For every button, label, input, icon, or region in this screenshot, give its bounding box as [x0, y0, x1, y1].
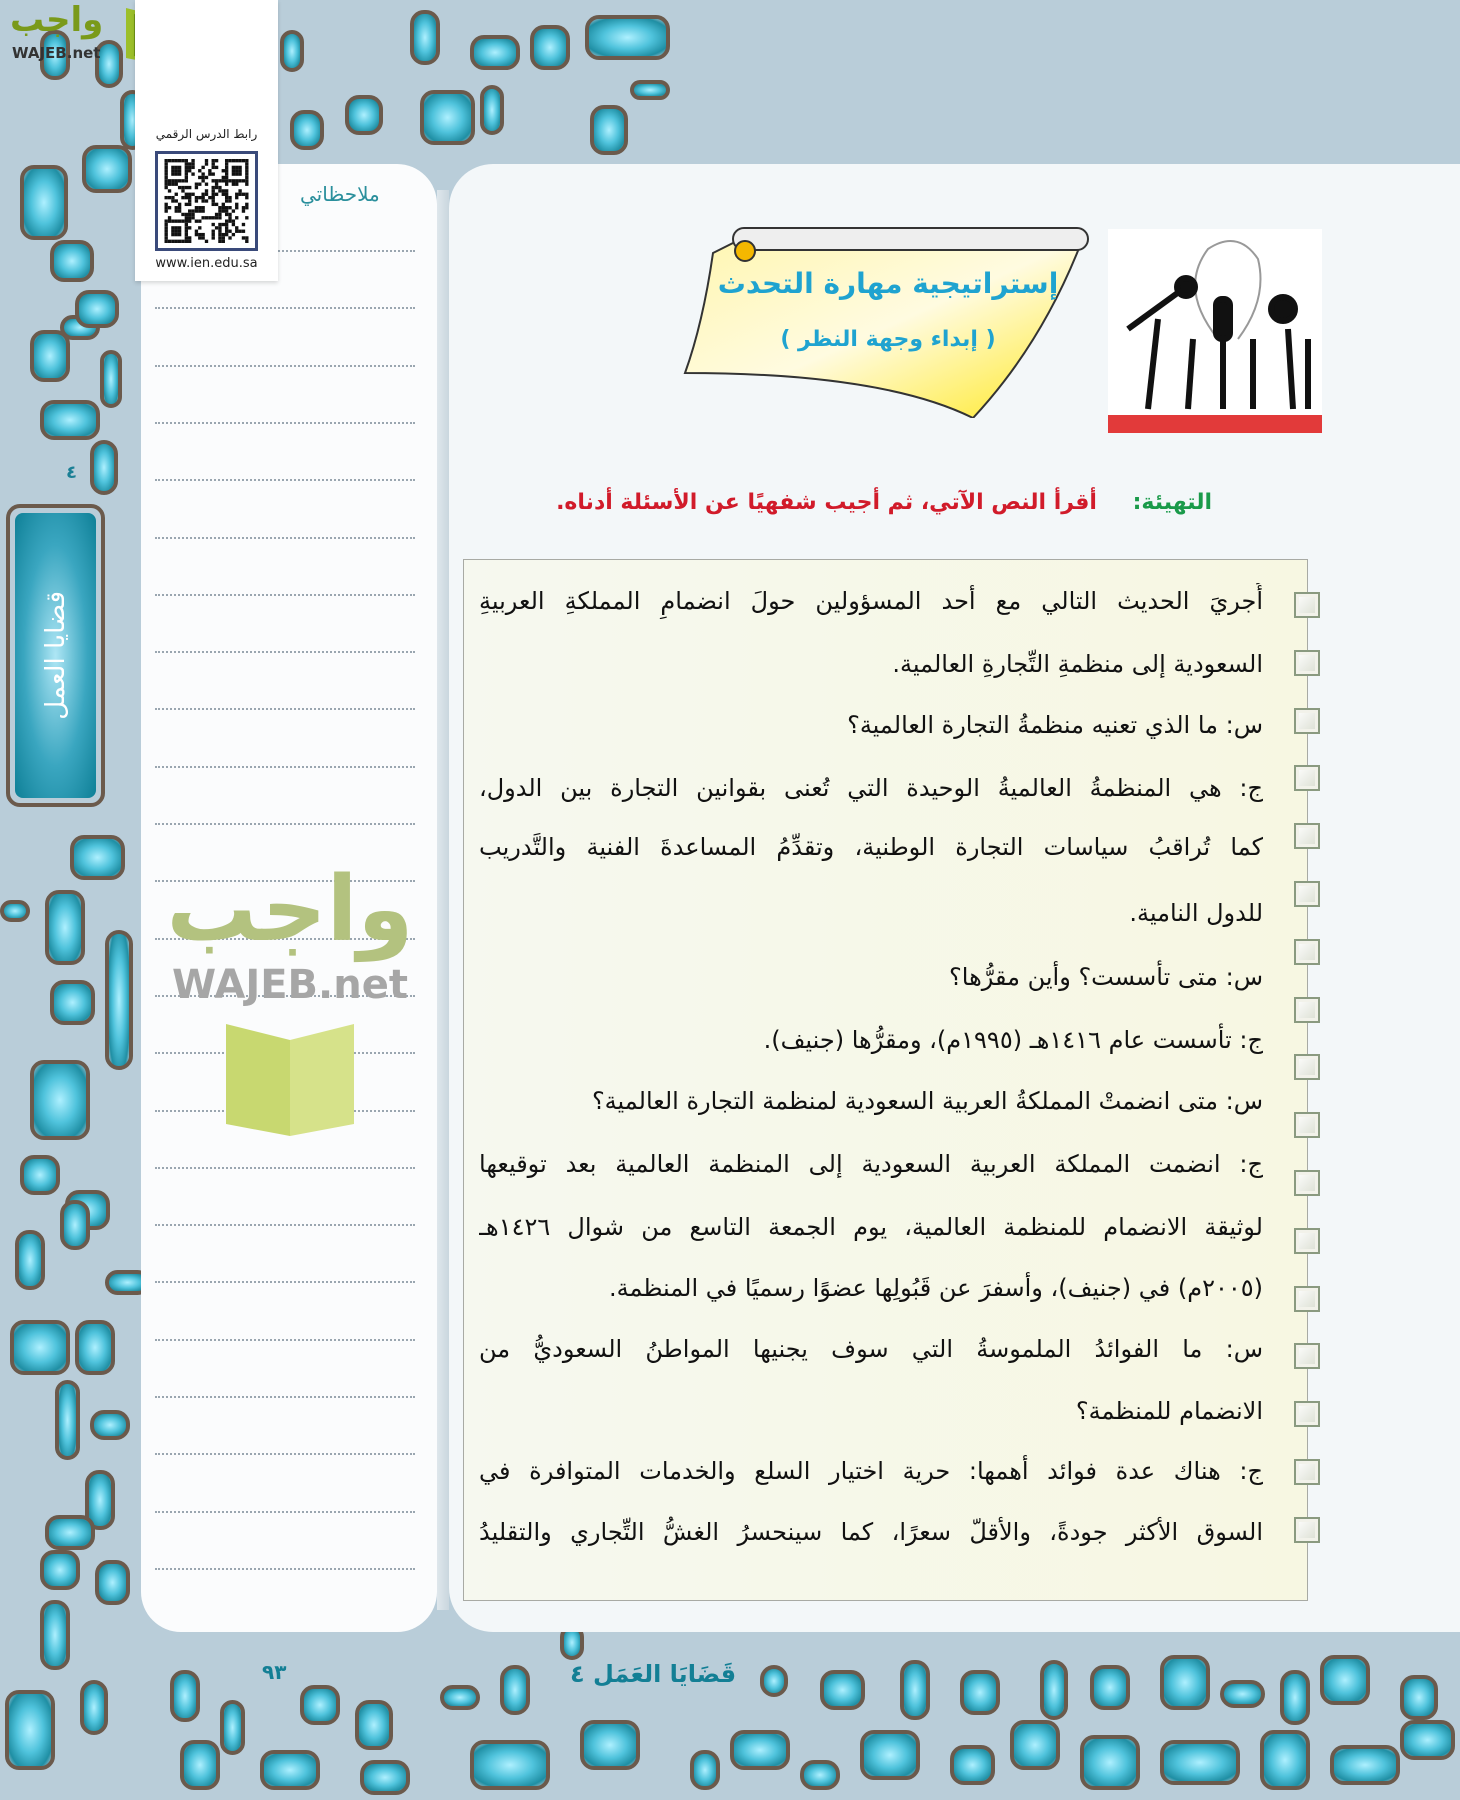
- notes-title: ملاحظاتي: [300, 182, 380, 206]
- decorative-gem: [1400, 1720, 1455, 1760]
- note-line[interactable]: [155, 537, 415, 539]
- decorative-gem: [40, 1600, 70, 1670]
- red-bar: [1108, 415, 1322, 433]
- note-line[interactable]: [155, 1281, 415, 1283]
- decorative-gem: [300, 1685, 340, 1725]
- decorative-gem: [470, 1740, 550, 1790]
- decorative-gem: [530, 25, 570, 70]
- lesson-subtitle: ( إبداء وجهة النظر ): [780, 327, 996, 352]
- decorative-gem: [50, 240, 94, 282]
- checkbox[interactable]: [1294, 1170, 1320, 1196]
- lesson-title: إستراتيجية مهارة التحدث: [717, 267, 1059, 300]
- decorative-gem: [950, 1745, 995, 1785]
- decorative-gem: [500, 1665, 530, 1715]
- decorative-gem: [180, 1740, 220, 1790]
- dialogue-line: لوثيقة الانضمام للمنظمة العالمية، يوم الجمعة التاسع من شوال ١٤٢٦هـ: [479, 1213, 1263, 1241]
- checkbox[interactable]: [1294, 1228, 1320, 1254]
- decorative-gem: [50, 980, 95, 1025]
- watermark-arabic: واجب: [166, 857, 414, 962]
- decorative-gem: [1160, 1740, 1240, 1785]
- decorative-gem: [590, 105, 628, 155]
- dialogue-line: ج: هي المنظمةُ العالميةُ الوحيدة التي تُعنى بقوانين التجارة بين الدول،: [479, 774, 1263, 802]
- qr-url[interactable]: www.ien.edu.sa: [155, 256, 258, 271]
- warmup-instruction: [556, 490, 1212, 515]
- checkbox[interactable]: [1294, 708, 1320, 734]
- decorative-gem: [20, 1155, 60, 1195]
- decorative-gem: [0, 900, 30, 922]
- decorative-gem: [440, 1685, 480, 1710]
- note-line[interactable]: [155, 1453, 415, 1455]
- decorative-gem: [1280, 1670, 1310, 1725]
- decorative-gem: [900, 1660, 930, 1720]
- decorative-gem: [410, 10, 440, 65]
- decorative-gem: [480, 85, 504, 135]
- decorative-gem: [345, 95, 383, 135]
- note-line[interactable]: [155, 651, 415, 653]
- decorative-gem: [170, 1670, 200, 1722]
- note-line[interactable]: [155, 307, 415, 309]
- note-line[interactable]: [155, 422, 415, 424]
- decorative-gem: [1010, 1720, 1060, 1770]
- decorative-gem: [420, 90, 475, 145]
- decorative-gem: [470, 35, 520, 70]
- note-line[interactable]: [155, 1396, 415, 1398]
- decorative-gem: [5, 1690, 55, 1770]
- dialogue-line: الانضمام للمنظمة؟: [1075, 1397, 1263, 1425]
- divider: [437, 190, 449, 1610]
- decorative-gem: [220, 1700, 245, 1755]
- decorative-gem: [730, 1730, 790, 1770]
- note-line[interactable]: [155, 1511, 415, 1513]
- decorative-gem: [355, 1700, 393, 1750]
- watermark-english: WAJEB.net: [172, 962, 408, 1008]
- decorative-gem: [1330, 1745, 1400, 1785]
- dialogue-line: ج: هناك عدة فوائد أهمها: حرية اختيار السلع والخدمات المتوافرة في: [479, 1457, 1263, 1485]
- checkbox[interactable]: [1294, 650, 1320, 676]
- unit-tab[interactable]: [6, 504, 105, 807]
- dialogue-line: س: متى تأسست؟ وأين مقرُّها؟: [949, 963, 1263, 991]
- note-line[interactable]: [155, 1167, 415, 1169]
- note-line[interactable]: [155, 995, 415, 997]
- decorative-gem: [10, 1320, 70, 1375]
- note-line[interactable]: [155, 1224, 415, 1226]
- notes-panel: [141, 164, 437, 1632]
- decorative-gem: [45, 890, 85, 965]
- qr-code[interactable]: [155, 151, 258, 251]
- decorative-gem: [90, 440, 118, 495]
- note-line[interactable]: [155, 1052, 415, 1054]
- decorative-gem: [80, 1680, 108, 1735]
- dialogue-line: س: ما الفوائدُ الملموسةُ التي سوف يجنيها المواطنُ السعوديُّ من: [479, 1335, 1263, 1363]
- note-line[interactable]: [155, 1110, 415, 1112]
- checkbox[interactable]: [1294, 1286, 1320, 1312]
- checkbox[interactable]: [1294, 1517, 1320, 1543]
- decorative-gem: [1160, 1655, 1210, 1710]
- decorative-gem: [70, 835, 125, 880]
- qr-label: رابط الدرس الرقمي: [155, 127, 258, 141]
- warmup-text: أقرأ النص الآتي، ثم أجيب شفهيًا عن الأسئلة أدناه.: [556, 490, 1097, 515]
- checkbox[interactable]: [1294, 765, 1320, 791]
- checkbox[interactable]: [1294, 997, 1320, 1023]
- qr-card[interactable]: [135, 0, 278, 281]
- decorative-gem: [75, 1320, 115, 1375]
- decorative-gem: [105, 930, 133, 1070]
- checkbox[interactable]: [1294, 1112, 1320, 1138]
- dialogue-line: ج: تأسست عام ١٤١٦هـ (١٩٩٥م)، ومقرُّها (جنيف).: [763, 1026, 1263, 1054]
- decorative-gem: [45, 1515, 95, 1550]
- dialogue-line: كما تُراقبُ سياسات التجارة الوطنية، وتقدِّمُ المساعدةَ الفنية والتَّدريب: [479, 833, 1263, 861]
- decorative-gem: [60, 1200, 90, 1250]
- decorative-gem: [100, 350, 122, 408]
- decorative-gem: [360, 1760, 410, 1795]
- decorative-gem: [1220, 1680, 1265, 1708]
- note-line[interactable]: [155, 938, 415, 940]
- decorative-gem: [820, 1670, 865, 1710]
- decorative-gem: [30, 1060, 90, 1140]
- decorative-gem: [20, 165, 68, 240]
- decorative-gem: [1260, 1730, 1310, 1790]
- note-line[interactable]: [155, 880, 415, 882]
- decorative-gem: [75, 290, 119, 328]
- unit-number: ٤: [66, 462, 77, 483]
- decorative-gem: [960, 1670, 1000, 1715]
- decorative-gem: [1400, 1675, 1438, 1720]
- logo-english: WAJEB.net: [12, 44, 101, 62]
- dialogue-line: السعودية إلى منظمةِ التِّجارةِ العالمية.: [892, 650, 1263, 678]
- checkbox[interactable]: [1294, 823, 1320, 849]
- decorative-gem: [1040, 1660, 1068, 1720]
- warmup-label: التهيئة:: [1132, 490, 1212, 515]
- decorative-gem: [860, 1730, 920, 1780]
- checkbox[interactable]: [1294, 1459, 1320, 1485]
- decorative-gem: [95, 1560, 130, 1605]
- note-line[interactable]: [155, 594, 415, 596]
- note-line[interactable]: [155, 1568, 415, 1570]
- microphones-illustration: [1108, 229, 1322, 433]
- decorative-gem: [580, 1720, 640, 1770]
- decorative-gem: [15, 1230, 45, 1290]
- decorative-gem: [260, 1750, 320, 1790]
- checkbox[interactable]: [1294, 1054, 1320, 1080]
- checkbox[interactable]: [1294, 939, 1320, 965]
- decorative-gem: [280, 30, 304, 72]
- dialogue-line: ج: انضمت المملكة العربية السعودية إلى المنظمة العالمية بعد توقيعها: [479, 1150, 1263, 1178]
- decorative-gem: [30, 330, 70, 382]
- decorative-gem: [90, 1410, 130, 1440]
- footer-unit-title: قَضَايَا العَمَل ٤: [570, 1660, 737, 1688]
- note-line[interactable]: [155, 479, 415, 481]
- checkbox[interactable]: [1294, 1343, 1320, 1369]
- checkbox[interactable]: [1294, 1401, 1320, 1427]
- logo-arabic: واجب: [10, 0, 104, 40]
- decorative-gem: [800, 1760, 840, 1790]
- dialogue-line: س: ما الذي تعنيه منظمةُ التجارة العالمية؟: [847, 711, 1263, 739]
- dialogue-line: للدول النامية.: [1129, 899, 1263, 927]
- dialogue-line: (٢٠٠٥م) في (جنيف)، وأسفرَ عن قَبُولِها عضوًا رسميًا في المنظمة.: [608, 1274, 1263, 1302]
- note-line[interactable]: [155, 1339, 415, 1341]
- decorative-gem: [1090, 1665, 1130, 1710]
- decorative-gem: [585, 15, 670, 60]
- dialogue-line: السوق الأكثر جودةً، والأقلّ سعرًا، كما سينحسرُ الغشُّ التِّجاري والتقليدُ: [479, 1518, 1263, 1546]
- decorative-gem: [630, 80, 670, 100]
- checkbox[interactable]: [1294, 881, 1320, 907]
- checkbox[interactable]: [1294, 592, 1320, 618]
- microphone-icon: [1108, 229, 1322, 415]
- unit-tab-label: قضايا العمل: [40, 591, 71, 720]
- decorative-gem: [1080, 1735, 1140, 1790]
- decorative-gem: [290, 110, 324, 150]
- decorative-gem: [760, 1665, 788, 1697]
- note-line[interactable]: [155, 823, 415, 825]
- decorative-gem: [690, 1750, 720, 1790]
- note-line[interactable]: [155, 766, 415, 768]
- decorative-gem: [82, 145, 132, 193]
- decorative-gem: [40, 400, 100, 440]
- page-number: ٩٣: [262, 1660, 287, 1684]
- note-line[interactable]: [155, 708, 415, 710]
- decorative-gem: [40, 1550, 80, 1590]
- scroll-banner: [683, 223, 1094, 418]
- note-line[interactable]: [155, 365, 415, 367]
- dialogue-line: أُجريَ الحديث التالي مع أحد المسؤولين حولَ انضمامِ المملكةِ العربيةِ: [479, 587, 1263, 615]
- decorative-gem: [55, 1380, 80, 1460]
- dialogue-line: س: متى انضمتْ المملكةُ العربية السعودية لمنظمة التجارة العالمية؟: [591, 1087, 1263, 1115]
- decorative-gem: [1320, 1655, 1370, 1705]
